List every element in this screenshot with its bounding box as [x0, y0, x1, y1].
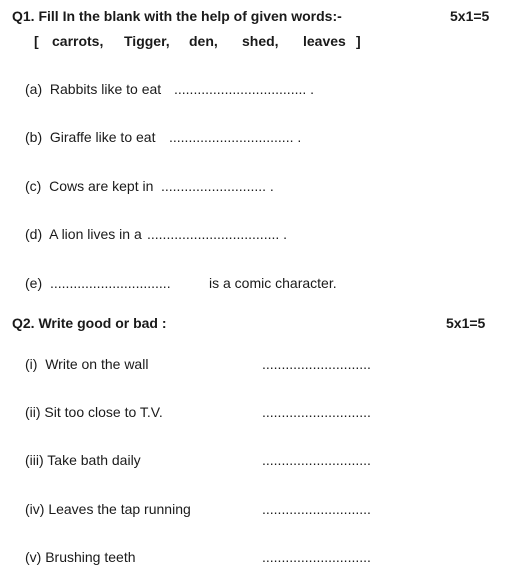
q2-title: Q2. Write good or bad :: [12, 315, 167, 331]
q1-marks: 5x1=5: [450, 8, 490, 24]
q2-item-iv: (iv) Leaves the tap running: [25, 501, 191, 517]
q1-item-a: (a) Rabbits like to eat: [25, 81, 162, 97]
word-bank-close-bracket: ]: [356, 33, 361, 49]
word-bank-word: den,: [189, 33, 218, 49]
q2-item-iii-blank[interactable]: ............................: [262, 452, 371, 468]
q1-item-b-blank[interactable]: ................................ .: [169, 129, 302, 145]
q2-item-iv-blank[interactable]: ............................: [262, 501, 371, 517]
q1-item-d: (d) A lion lives in a: [25, 226, 142, 242]
q2-marks: 5x1=5: [446, 315, 486, 331]
q1-item-e-after: is a comic character.: [209, 275, 337, 291]
q1-item-d-blank[interactable]: .................................. .: [147, 226, 288, 242]
q2-item-v-blank[interactable]: ............................: [262, 549, 371, 565]
q2-item-i: (i) Write on the wall: [25, 356, 149, 372]
word-bank-open-bracket: [: [34, 33, 39, 49]
word-bank-word: shed,: [242, 33, 279, 49]
q1-item-a-blank[interactable]: .................................. .: [174, 81, 315, 97]
q1-item-e: (e): [25, 275, 43, 291]
q1-item-b: (b) Giraffe like to eat: [25, 129, 156, 145]
q2-item-iii: (iii) Take bath daily: [25, 452, 141, 468]
q2-item-ii-blank[interactable]: ............................: [262, 404, 371, 420]
word-bank-word: leaves: [303, 33, 346, 49]
q2-item-i-blank[interactable]: ............................: [262, 356, 371, 372]
q1-item-e-blank[interactable]: ...............................: [50, 275, 171, 291]
q1-title: Q1. Fill In the blank with the help of given words:-: [12, 8, 342, 24]
q1-item-c: (c) Cows are kept in: [25, 178, 154, 194]
word-bank-word: carrots,: [52, 33, 104, 49]
word-bank-word: Tigger,: [124, 33, 170, 49]
q2-item-ii: (ii) Sit too close to T.V.: [25, 404, 163, 420]
q2-item-v: (v) Brushing teeth: [25, 549, 136, 565]
q1-item-c-blank[interactable]: ........................... .: [161, 178, 274, 194]
